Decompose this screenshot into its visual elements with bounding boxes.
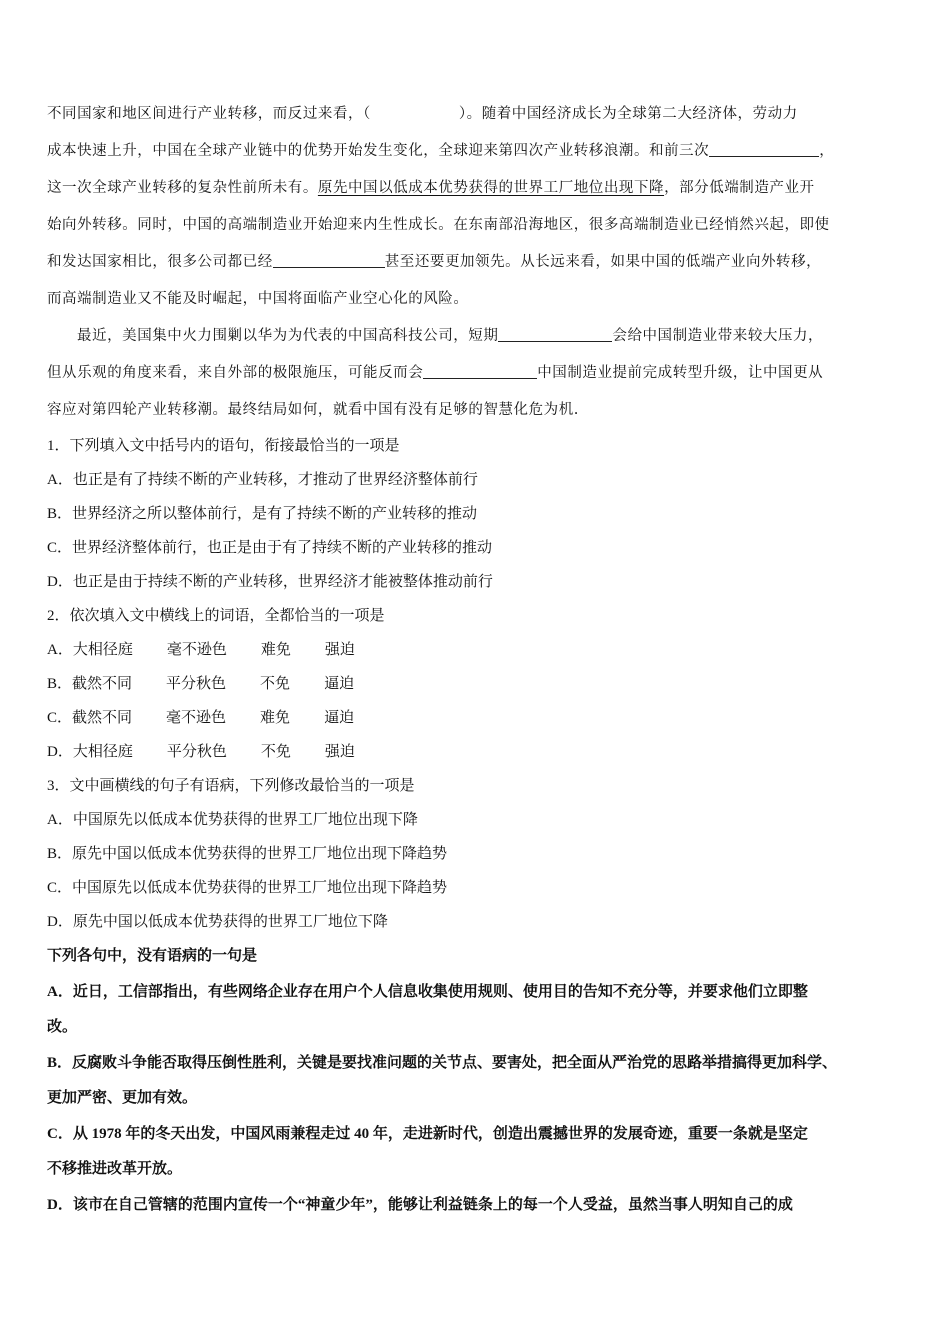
passage-line-4: 始向外转移。同时，中国的高端制造业开始迎来内生性成长。在东南部沿海地区，很多高端制造业已经悄然兴起，即使 — [47, 217, 830, 233]
option-word: 截然不同 — [72, 676, 133, 692]
passage-text: 这一次全球产业转移的复杂性前所未有。 — [47, 180, 318, 196]
question-4-option-c-line-1: C．从 1978 年的冬天出发，中国风雨兼程走过 40 年，走进新时代，创造出震撼世界的发展奇迹，重要一条就是坚定 — [47, 1125, 808, 1142]
underlined-sentence: 原先中国以低成本优势获得的世界工厂地位出现下降 — [317, 180, 665, 196]
question-2-option-c — [47, 701, 907, 735]
option-letter: C． — [47, 710, 73, 726]
question-1-option-a: A．也正是有了持续不断的产业转移，才推动了世界经济整体前行 — [47, 472, 478, 488]
option-letter: A． — [47, 642, 73, 658]
passage-text: ， — [819, 143, 835, 159]
question-1-option-b: B．世界经济之所以整体前行，是有了持续不断的产业转移的推动 — [47, 506, 478, 522]
passage-text: 中国制造业提前完成转型升级，让中国更从 — [537, 365, 824, 381]
fill-blank-1 — [709, 140, 819, 157]
question-4-stem: 下列各句中，没有语病的一句是 — [47, 948, 258, 964]
option-letter: B． — [47, 676, 73, 692]
option-word: 强迫 — [324, 744, 355, 760]
passage-line-9: 容应对第四轮产业转移潮。最终结局如何，就看中国有没有足够的智慧化危为机. — [47, 402, 579, 418]
passage-line-2 — [47, 133, 907, 170]
question-3-option-a: A．中国原先以低成本优势获得的世界工厂地位出现下降 — [47, 812, 418, 828]
question-1-stem: 1．下列填入文中括号内的语句，衔接最恰当的一项是 — [47, 438, 400, 454]
option-word: 逼迫 — [324, 710, 355, 726]
option-word: 大相径庭 — [72, 744, 133, 760]
question-4-option-a-line-2: 改。 — [47, 1019, 78, 1035]
question-2-option-b — [47, 667, 907, 701]
question-4-option-b-line-1: B．反腐败斗争能否取得压倒性胜利，关键是要找准问题的关节点、要害处，把全面从严治党的思路举措搞得更加科学、 — [47, 1054, 838, 1071]
question-3-option-b: B．原先中国以低成本优势获得的世界工厂地位出现下降趋势 — [47, 846, 448, 862]
passage-line-5 — [47, 244, 907, 281]
question-4-option-b-line-2: 更加严密、更加有效。 — [47, 1090, 198, 1106]
fill-blank-3 — [498, 325, 612, 342]
option-word: 难免 — [260, 642, 291, 658]
passage-text: 但从乐观的角度来看，来自外部的极限施压，可能反而会 — [47, 365, 424, 381]
question-3-stem: 3．文中画横线的句子有语病，下列修改最恰当的一项是 — [47, 778, 415, 794]
question-4-option-a-line-1: A．近日，工信部指出，有些网络企业存在用户个人信息收集使用规则、使用目的告知不充分等，并要求他们立即整 — [47, 983, 808, 1000]
option-word: 平分秋色 — [166, 676, 227, 692]
passage-text: 会给中国制造业带来较大压力， — [612, 328, 824, 344]
option-word: 不免 — [260, 676, 291, 692]
question-3-option-d: D．原先中国以低成本优势获得的世界工厂地位下降 — [47, 914, 388, 930]
passage-line-8 — [47, 355, 907, 392]
question-4-option-c-line-2: 不移推进改革开放。 — [47, 1161, 183, 1177]
question-4-option-d-line-1: D．该市在自己管辖的范围内宣传一个“神童少年”，能够让利益链条上的每一个人受益，虽然当事人明知自己的成 — [47, 1196, 793, 1213]
passage-text: 最近，美国集中火力围剿以华为为代表的中国高科技公司，短期 — [77, 328, 499, 344]
question-3-option-c: C．中国原先以低成本优势获得的世界工厂地位出现下降趋势 — [47, 880, 448, 896]
option-letter: D． — [47, 744, 73, 760]
fill-blank-2 — [273, 251, 385, 268]
question-1-option-c: C．世界经济整体前行，也正是由于有了持续不断的产业转移的推动 — [47, 540, 493, 556]
passage-line-6: 而高端制造业又不能及时崛起，中国将面临产业空心化的风险。 — [47, 291, 469, 307]
fill-blank-4 — [423, 362, 537, 379]
passage-text: 和发达国家相比，很多公司都已经 — [47, 254, 273, 270]
passage-text: 成本快速上升，中国在全球产业链中的优势开始发生变化，全球迎来第四次产业转移浪潮。和前三次 — [47, 143, 710, 159]
option-word: 平分秋色 — [166, 744, 227, 760]
question-2-option-d — [47, 735, 907, 769]
option-word: 截然不同 — [72, 710, 133, 726]
passage-line-7 — [47, 318, 907, 355]
option-word: 毫不逊色 — [166, 710, 227, 726]
option-word: 大相径庭 — [72, 642, 133, 658]
option-word: 不免 — [260, 744, 291, 760]
passage-text: ）。随着中国经济成长为全球第二大经济体，劳动力 — [458, 106, 798, 122]
question-2-stem: 2．依次填入文中横线上的词语，全都恰当的一项是 — [47, 608, 385, 624]
option-word: 强迫 — [324, 642, 355, 658]
passage-text: 甚至还要更加领先。从长远来看，如果中国的低端产业向外转移， — [384, 254, 822, 270]
passage-text: ，部分低端制造产业开 — [664, 180, 815, 196]
question-2-option-a — [47, 633, 907, 667]
question-1-option-d: D．也正是由于持续不断的产业转移，世界经济才能被整体推动前行 — [47, 574, 493, 590]
option-word: 毫不逊色 — [166, 642, 227, 658]
document-page — [47, 96, 907, 1223]
passage-text: 不同国家和地区间进行产业转移，而反过来看，（ — [47, 106, 371, 122]
option-word: 难免 — [260, 710, 291, 726]
passage-line-1 — [47, 96, 907, 133]
option-word: 逼迫 — [324, 676, 355, 692]
passage-line-3 — [47, 170, 907, 207]
